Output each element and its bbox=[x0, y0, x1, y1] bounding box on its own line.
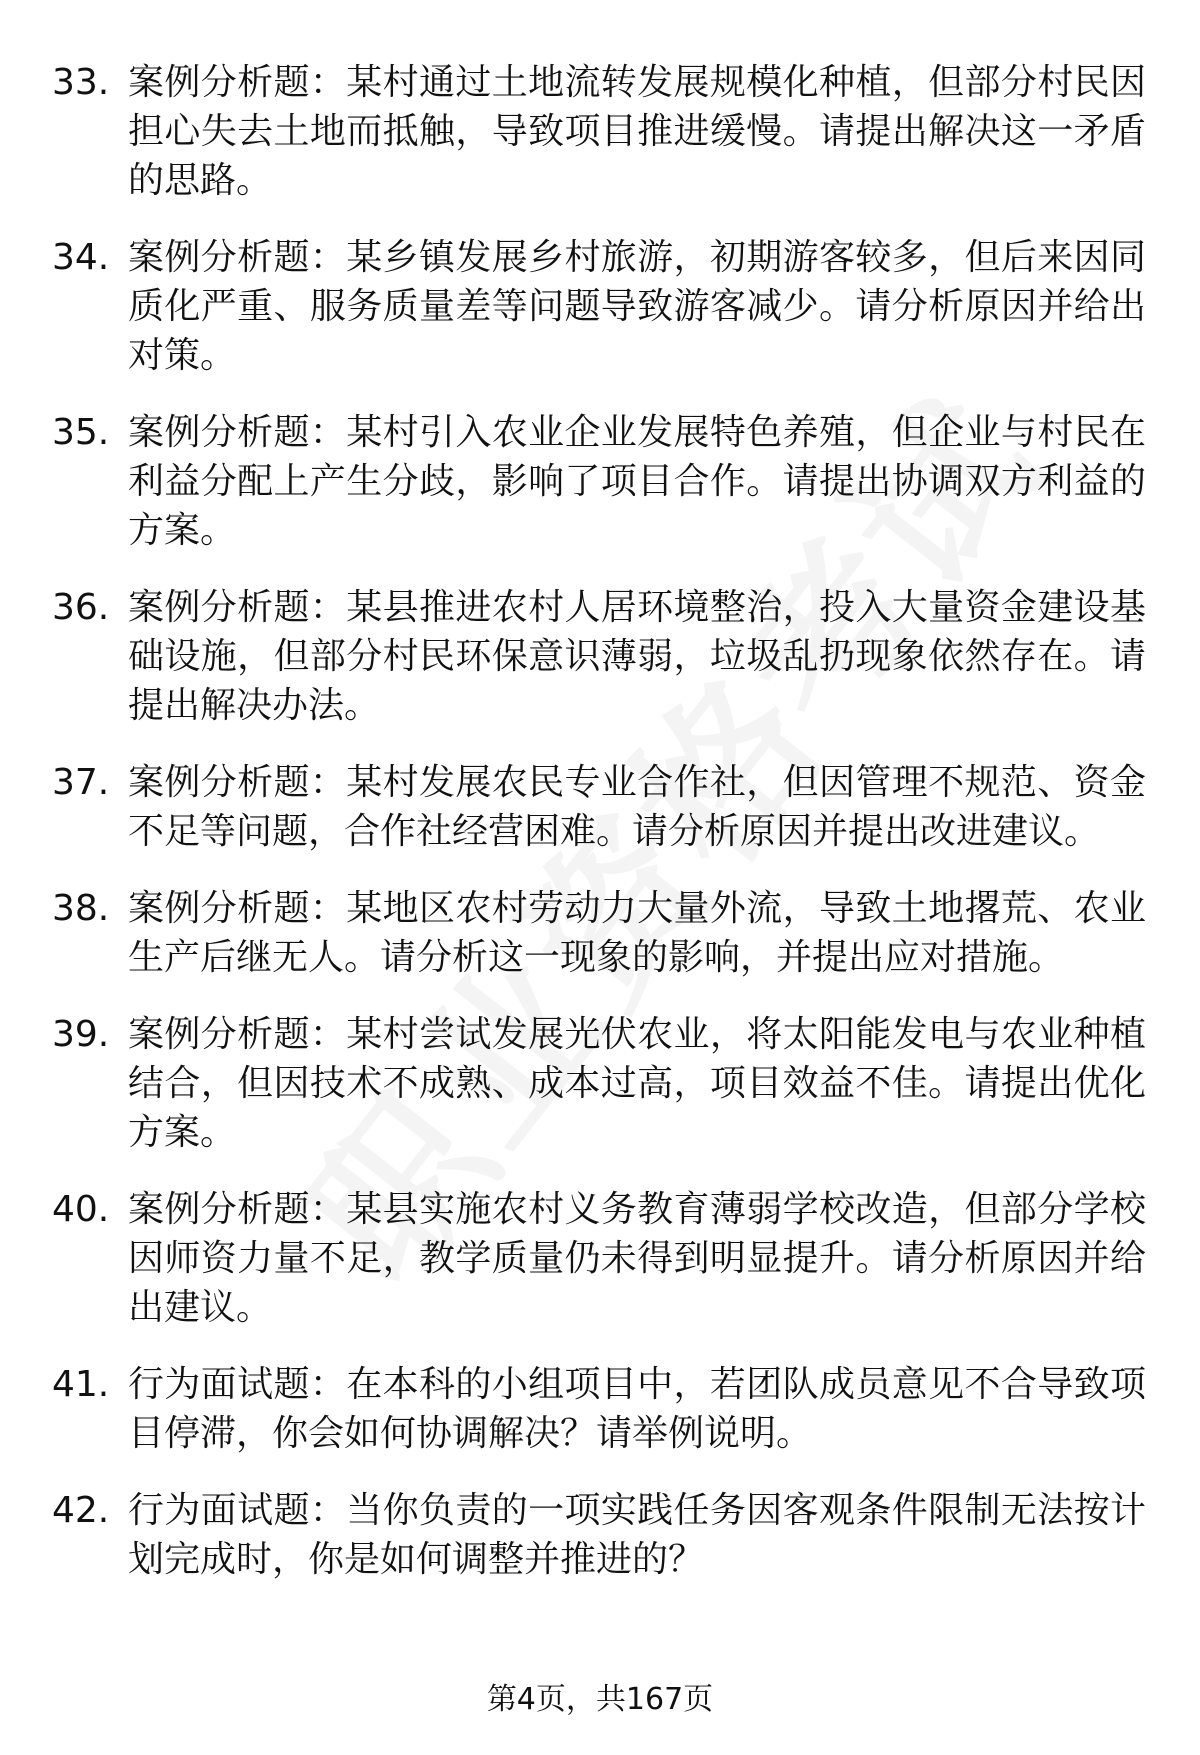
question-text: 案例分析题：某乡镇发展乡村旅游，初期游客较多，但后来因同质化严重、服务质量差等问题导致游客减少。请分析原因并给出对策。 bbox=[128, 237, 1146, 376]
question-number: 40. bbox=[52, 1189, 110, 1230]
question-text: 案例分析题：某县实施农村义务教育薄弱学校改造，但部分学校因师资力量不足，教学质量仍未得到明显提升。请分析原因并给出建议。 bbox=[128, 1189, 1146, 1328]
question-text: 案例分析题：某村通过土地流转发展规模化种植，但部分村民因担心失去土地而抵触，导致项目推进缓慢。请提出解决这一矛盾的思路。 bbox=[128, 62, 1146, 201]
question-number: 42. bbox=[52, 1490, 110, 1531]
question-item bbox=[52, 758, 1152, 856]
question-item bbox=[52, 58, 1152, 205]
question-number: 39. bbox=[52, 1014, 110, 1055]
question-text: 行为面试题：在本科的小组项目中，若团队成员意见不合导致项目停滞，你会如何协调解决？请举例说明。 bbox=[128, 1364, 1146, 1454]
question-item bbox=[52, 884, 1152, 982]
question-text: 案例分析题：某村引入农业企业发展特色养殖，但企业与村民在利益分配上产生分歧，影响了项目合作。请提出协调双方利益的方案。 bbox=[128, 412, 1146, 551]
question-item bbox=[52, 1185, 1152, 1332]
question-number: 34. bbox=[52, 237, 110, 278]
question-item bbox=[52, 233, 1152, 380]
question-item bbox=[52, 583, 1152, 730]
question-text: 行为面试题：当你负责的一项实践任务因客观条件限制无法按计划完成时，你是如何调整并推进的？ bbox=[128, 1490, 1146, 1580]
question-number: 37. bbox=[52, 762, 110, 803]
question-text: 案例分析题：某县推进农村人居环境整治，投入大量资金建设基础设施，但部分村民环保意识薄弱，垃圾乱扔现象依然存在。请提出解决办法。 bbox=[128, 587, 1146, 726]
question-item bbox=[52, 1360, 1152, 1458]
question-number: 35. bbox=[52, 412, 110, 453]
question-text: 案例分析题：某地区农村劳动力大量外流，导致土地撂荒、农业生产后继无人。请分析这一现象的影响，并提出应对措施。 bbox=[128, 888, 1146, 978]
question-text: 案例分析题：某村发展农民专业合作社，但因管理不规范、资金不足等问题，合作社经营困难。请分析原因并提出改进建议。 bbox=[128, 762, 1146, 852]
question-number: 41. bbox=[52, 1364, 110, 1405]
question-number: 38. bbox=[52, 888, 110, 929]
page-footer: 第4页，共167页 bbox=[486, 1682, 714, 1717]
question-text: 案例分析题：某村尝试发展光伏农业，将太阳能发电与农业种植结合，但因技术不成熟、成本过高，项目效益不佳。请提出优化方案。 bbox=[128, 1014, 1146, 1153]
question-number: 36. bbox=[52, 587, 110, 628]
question-list bbox=[52, 58, 1152, 1584]
question-item bbox=[52, 408, 1152, 555]
question-item bbox=[52, 1486, 1152, 1584]
question-number: 33. bbox=[52, 62, 110, 103]
question-item bbox=[52, 1010, 1152, 1157]
